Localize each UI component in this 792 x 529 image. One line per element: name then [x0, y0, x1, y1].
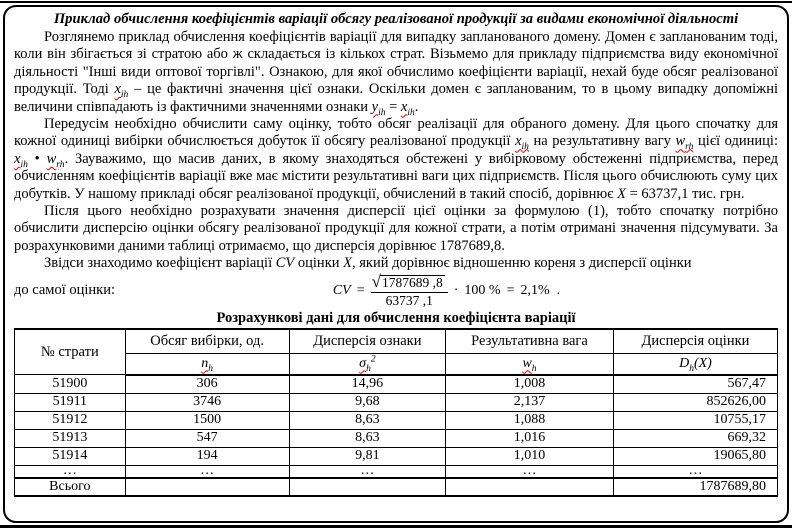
variable-subscript: h — [531, 363, 537, 374]
radicand-value: 1787689 ,8 — [381, 274, 443, 290]
text-run: . Зауважимо, що масив даних, в якому знаходяться обстежені у вибірковому обстеженні підприємства, перед обчисленням коефіцієнтів варіації вже має містити результативні ваги цих підприємств. Після цього обчислюють суму цих добутків. У нашому прикладі обсяг реалізованої продукції, обчислений в такий спосіб, дорівнює — [14, 150, 778, 202]
variable-subscript: rh — [685, 142, 694, 153]
cell-ellipsis: … — [446, 465, 614, 478]
header-estimate-variance: Дисперсія оцінки — [613, 329, 777, 354]
variable-base: X — [617, 185, 626, 202]
table-ellipsis-row — [15, 465, 778, 478]
variable-x-ih — [114, 81, 129, 101]
variable-superscript: 2 — [370, 354, 376, 365]
variable-base: CV — [275, 255, 295, 272]
percent-term: 100 % — [464, 282, 501, 298]
paragraph-2 — [14, 116, 778, 203]
cell-sample-size: 547 — [125, 429, 289, 447]
symbol-D-h-X — [613, 353, 777, 375]
cell-sample-size: 3746 — [125, 393, 289, 411]
symbol-sigma-h-squared — [289, 353, 445, 375]
paragraph-4 — [14, 255, 778, 272]
variable-subscript: h — [689, 363, 694, 374]
formula-line — [14, 273, 778, 309]
fraction-numerator — [371, 274, 448, 293]
text-run: оцінки — [294, 255, 344, 272]
variable-X — [343, 255, 352, 271]
variable-x-ih — [14, 150, 28, 170]
text-run: , який дорівнює відношенню кореня з дисперсії оцінки — [351, 255, 692, 272]
cell-strata: 51911 — [15, 393, 126, 411]
cell-attr-variance: 9,81 — [289, 447, 445, 465]
variable-subscript: rh — [56, 159, 65, 170]
table-header-row — [15, 329, 778, 354]
text-run: Передусім необхідно обчислити саму оцінку, тобто обсяг реалізації для обраного домену. Для цього спочатку для кожної одиниці вибірки обчислюється добуток її обсягу реалізованої продукції — [14, 116, 778, 150]
table-caption: Розрахункові дані для обчислення коефіцієнта варіації — [216, 309, 576, 326]
variable-w-rh — [675, 133, 694, 153]
cell-weight: 1,088 — [446, 411, 614, 429]
table-row — [15, 447, 778, 465]
cell-weight: 2,137 — [446, 393, 614, 411]
multiply-bullet: • — [27, 150, 47, 167]
cell-est-variance: 19065,80 — [613, 447, 777, 465]
text-run: Розглянемо приклад обчислення коефіцієнтів варіації для випадку запланованого домену. Домен є запланованим тоді, коли він збігається зі стратою або ж складається із кількох страт. Візьмемо для прикладу підприємства виду економічної діяльності "Інші види оптової торгівлі". Ознакою, для якої обчислимо коефіцієнти варіації, нехай буде обсяг реалізованої продукції. Тоді — [14, 29, 778, 98]
cell-ellipsis: … — [125, 465, 289, 478]
bottom-rule — [0, 525, 792, 528]
variable-base: x — [114, 81, 121, 98]
header-strata: № страти — [15, 329, 126, 375]
variable-argument: (X) — [693, 355, 712, 371]
cell-empty — [446, 478, 614, 496]
symbol-w-h — [446, 353, 614, 375]
text-run: на результативну вагу — [528, 133, 676, 150]
variable-y-ih — [371, 98, 386, 118]
variable-base: n — [201, 355, 209, 371]
variable-sigma-h2 — [359, 354, 376, 374]
cell-ellipsis: … — [613, 465, 777, 478]
text-run: . — [414, 98, 419, 115]
variable-X — [617, 186, 626, 202]
variable-subscript: ih — [20, 159, 28, 170]
document-title: Приклад обчислення коефіцієнтів варіації обсягу реалізованої продукції за видами економічної діяльності — [53, 11, 739, 27]
text-run: цієї одиниці: — [693, 133, 778, 150]
variable-subscript: ih — [407, 107, 415, 118]
paragraph-1 — [14, 29, 778, 116]
paragraph-3 — [14, 203, 778, 255]
top-rule — [0, 1, 792, 3]
table-row — [15, 429, 778, 447]
result-value: 2,1% — [520, 282, 550, 298]
cell-sample-size: 306 — [125, 375, 289, 394]
variable-x-ih — [400, 98, 415, 118]
text-run: Звідси знаходимо коефіцієнт варіації — [44, 255, 276, 272]
cell-est-variance: 669,32 — [613, 429, 777, 447]
cell-strata: 51900 — [15, 375, 126, 394]
text-run: до самої оцінки: — [14, 282, 116, 299]
table-total-row — [15, 478, 778, 496]
variable-subscript: h — [208, 363, 214, 374]
variable-base: y — [371, 98, 379, 115]
cell-strata: 51913 — [15, 429, 126, 447]
text-run: Після цього необхідно розрахувати значення дисперсії цієї оцінки за формулою (1), тобто спочатку потрібно обчислити дисперсію оцінки обсягу реалізованої продукції для кожної страти, а потім отримані значення підсумувати. За розрахунковими даними таблиці отримаємо, що дисперсія дорівнює 1787689,8. — [14, 203, 778, 254]
variable-CV: CV — [332, 282, 351, 298]
table-row — [15, 375, 778, 394]
cell-est-variance: 10755,17 — [613, 411, 777, 429]
cell-ellipsis: … — [15, 465, 126, 478]
content-frame — [3, 5, 789, 523]
variable-x-ih — [515, 133, 529, 153]
header-resulting-weight: Результативна вага — [446, 329, 614, 354]
fraction — [371, 274, 448, 308]
variable-base: x — [400, 98, 408, 115]
table-symbol-row — [15, 353, 778, 375]
cell-empty — [125, 478, 289, 496]
cell-strata: 51914 — [15, 447, 126, 465]
variable-subscript: h — [366, 363, 371, 374]
variable-base: D — [679, 355, 690, 371]
header-sample-size: Обсяг вибірки, од. — [125, 329, 289, 354]
text-run: = 63737,1 тис. грн. — [625, 185, 745, 202]
text-run: = — [385, 98, 401, 115]
cell-weight: 1,010 — [446, 447, 614, 465]
cv-formula — [333, 274, 560, 308]
variable-subscript: ih — [378, 107, 386, 118]
variable-CV — [276, 255, 295, 271]
header-attribute-variance: Дисперсія ознаки — [289, 329, 445, 354]
cell-strata: 51912 — [15, 411, 126, 429]
variable-base — [359, 355, 371, 374]
sentence-period: . — [556, 282, 561, 298]
table-row — [15, 393, 778, 411]
cell-est-variance: 567,47 — [613, 375, 777, 394]
variable-base: w — [522, 355, 532, 371]
variable-base: x — [14, 150, 21, 167]
cell-attr-variance: 9,68 — [289, 393, 445, 411]
cell-attr-variance: 14,96 — [289, 375, 445, 394]
cell-sample-size: 1500 — [125, 411, 289, 429]
variable-base: x — [515, 133, 522, 150]
cell-total-label: Всього — [15, 478, 126, 496]
text-run: – це фактичні значення цієї ознаки. Оскільки домен є запланованим, то в цьому випадку допоміжні величини співпадають із фактичними значеннями ознаки — [14, 81, 778, 115]
cell-ellipsis: … — [289, 465, 445, 478]
cell-total-variance: 1787689,80 — [613, 478, 777, 496]
equals-sign: = — [506, 282, 515, 298]
variable-subscript: ih — [120, 90, 129, 101]
variable-w-rh — [46, 150, 65, 170]
cell-weight: 1,008 — [446, 375, 614, 394]
cell-empty — [289, 478, 445, 496]
calculation-table — [14, 328, 778, 497]
cell-attr-variance: 8,63 — [289, 411, 445, 429]
fraction-denominator: 63737 ,1 — [385, 292, 433, 308]
variable-D-h-X — [679, 355, 712, 374]
variable-w-h — [522, 355, 537, 374]
variable-base: σ — [359, 355, 367, 371]
equals-sign: = — [356, 282, 365, 298]
variable-n-h — [201, 355, 214, 374]
radical-sign: √ — [371, 272, 381, 292]
cell-weight: 1,016 — [446, 429, 614, 447]
variable-subscript: ih — [521, 142, 529, 153]
cell-est-variance: 852626,00 — [613, 393, 777, 411]
variable-base: X — [343, 255, 352, 272]
table-row — [15, 411, 778, 429]
multiply-dot: · — [453, 282, 459, 298]
variable-base: w — [46, 150, 57, 167]
cell-attr-variance: 8,63 — [289, 429, 445, 447]
variable-base: w — [675, 133, 686, 150]
cell-sample-size: 194 — [125, 447, 289, 465]
symbol-n-h — [125, 353, 289, 375]
